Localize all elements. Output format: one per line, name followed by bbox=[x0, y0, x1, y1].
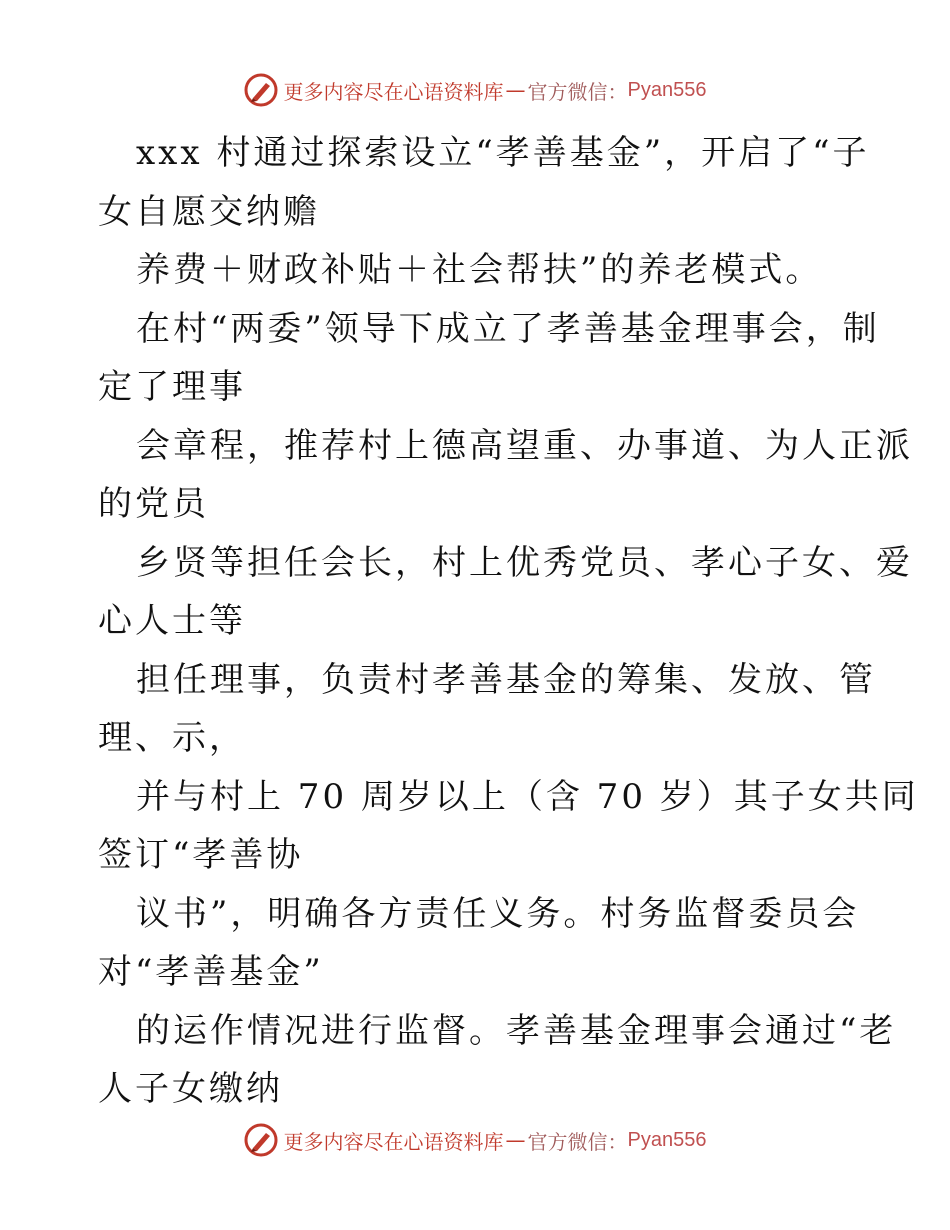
banner-slogan: 更多内容尽在心语资料库 bbox=[283, 1129, 504, 1154]
body-line: 人子女缴纳 bbox=[98, 1069, 283, 1109]
document-body bbox=[98, 124, 919, 1119]
body-line: xxx 村通过探索设立“孝善基金”，开启了“子 bbox=[136, 133, 870, 173]
body-line: 定了理事 bbox=[98, 367, 246, 407]
body-line: 议书”，明确各方责任义务。村务监督委员会 bbox=[136, 893, 860, 934]
red-pen-logo-icon bbox=[244, 1123, 278, 1157]
banner-wechat-id: Pyan556 bbox=[627, 1128, 707, 1151]
banner-slogan: 更多内容尽在心语资料库 bbox=[283, 79, 504, 104]
body-line: 心人士等 bbox=[98, 601, 246, 641]
banner-wechat-label: 官方微信： bbox=[527, 79, 628, 104]
body-line: 乡贤等担任会长，村上优秀党员、孝心子女、爱 bbox=[136, 542, 913, 583]
body-line: 理、示， bbox=[98, 718, 246, 758]
banner-dash: — bbox=[505, 1128, 526, 1152]
body-line: 养费＋财政补贴＋社会帮扶”的养老模式。 bbox=[136, 250, 823, 290]
banner-dash: — bbox=[505, 78, 526, 102]
footer-watermark-banner bbox=[0, 1120, 950, 1160]
body-line: 并与村上 70 周岁以上（含 70 岁）其子女共同 bbox=[136, 776, 919, 817]
body-line: 对“孝善基金” bbox=[98, 952, 324, 992]
body-line: 的党员 bbox=[98, 484, 209, 524]
red-pen-logo-icon bbox=[244, 73, 278, 107]
body-line: 会章程，推荐村上德高望重、办事道、为人正派 bbox=[136, 425, 913, 466]
body-line: 担任理事，负责村孝善基金的筹集、发放、管 bbox=[136, 659, 876, 700]
banner-wechat-id: Pyan556 bbox=[627, 78, 707, 101]
body-line: 在村“两委”领导下成立了孝善基金理事会，制 bbox=[136, 308, 880, 349]
header-watermark-banner bbox=[0, 70, 950, 110]
body-line: 女自愿交纳赡 bbox=[98, 191, 320, 232]
banner-wechat-label: 官方微信： bbox=[527, 1129, 628, 1154]
body-line: 签订“孝善协 bbox=[98, 835, 304, 875]
body-line: 的运作情况进行监督。孝善基金理事会通过“老 bbox=[136, 1010, 897, 1051]
